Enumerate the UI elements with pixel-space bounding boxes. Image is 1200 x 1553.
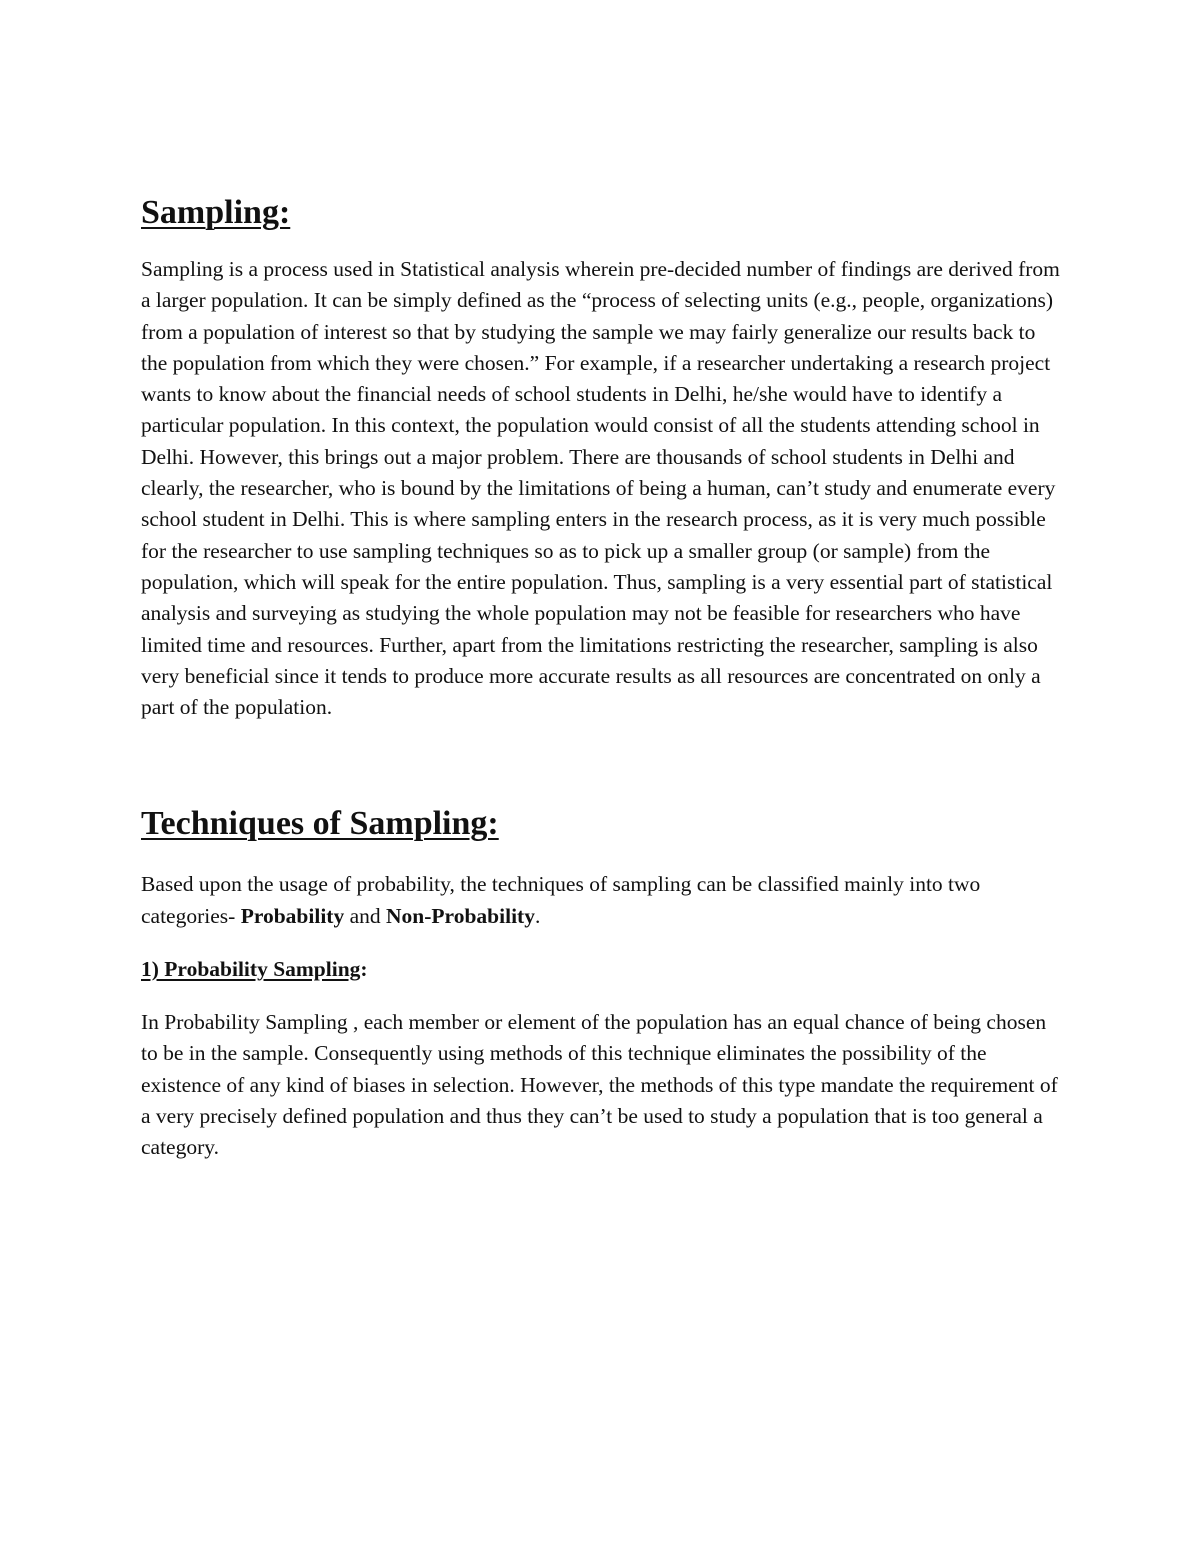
subheading-probability-sampling-text: 1) Probability Sampling xyxy=(141,957,361,982)
term-probability: Probability xyxy=(240,903,345,928)
paragraph-probability-sampling: In Probability Sampling , each member or element of the population has an equal chance of being chosen to be in the sample. Consequently using methods of this technique eliminates the possibility of the existence of any kind of biases in selection. However, the methods of this type mandate the requirement of a very precisely defined population and thus they can’t be used to study a population that is too general a category. xyxy=(141,1010,1058,1160)
subheading-colon: : xyxy=(360,957,368,982)
term-non-probability: Non-Probability xyxy=(386,903,535,928)
document-page xyxy=(141,190,1066,1164)
subheading-probability-sampling xyxy=(141,954,1066,985)
techniques-intro-period: . xyxy=(534,903,541,928)
techniques-intro-and: and xyxy=(344,903,387,928)
heading-techniques-of-sampling: Techniques of Sampling: xyxy=(141,805,499,843)
heading-sampling: Sampling: xyxy=(141,194,291,231)
paragraph-sampling-definition: Sampling is a process used in Statistical analysis wherein pre-decided number of findings are derived from a larger population. It can be simply defined as the “process of selecting units (e.g., people, organizations) from a population of interest so that by studying the sample we may fairly generalize our results back to the population from which they were chosen.” For example, if a researcher undertaking a research project wants to know about the financial needs of school students in Delhi, he/she would have to identify a particular population. In this context, the population would consist of all the students attending school in Delhi. However, this brings out a major problem. There are thousands of school students in Delhi and clearly, the researcher, who is bound by the limitations of being a human, can’t study and enumerate every school student in Delhi. This is where sampling enters in the research process, as it is very much possible for the researcher to use sampling techniques so as to pick up a smaller group (or sample) from the population, which will speak for the entire population. Thus, sampling is a very essential part of statistical analysis and surveying as studying the whole population may not be feasible for researchers who have limited time and resources. Further, apart from the limitations restricting the researcher, sampling is also very beneficial since it tends to produce more accurate results as all resources are concentrated on only a part of the population. xyxy=(141,257,1060,720)
techniques-intro-text: Based upon the usage of probability, the techniques of sampling can be classified mainly into two categories- xyxy=(141,872,981,928)
paragraph-techniques-intro xyxy=(141,869,1066,932)
